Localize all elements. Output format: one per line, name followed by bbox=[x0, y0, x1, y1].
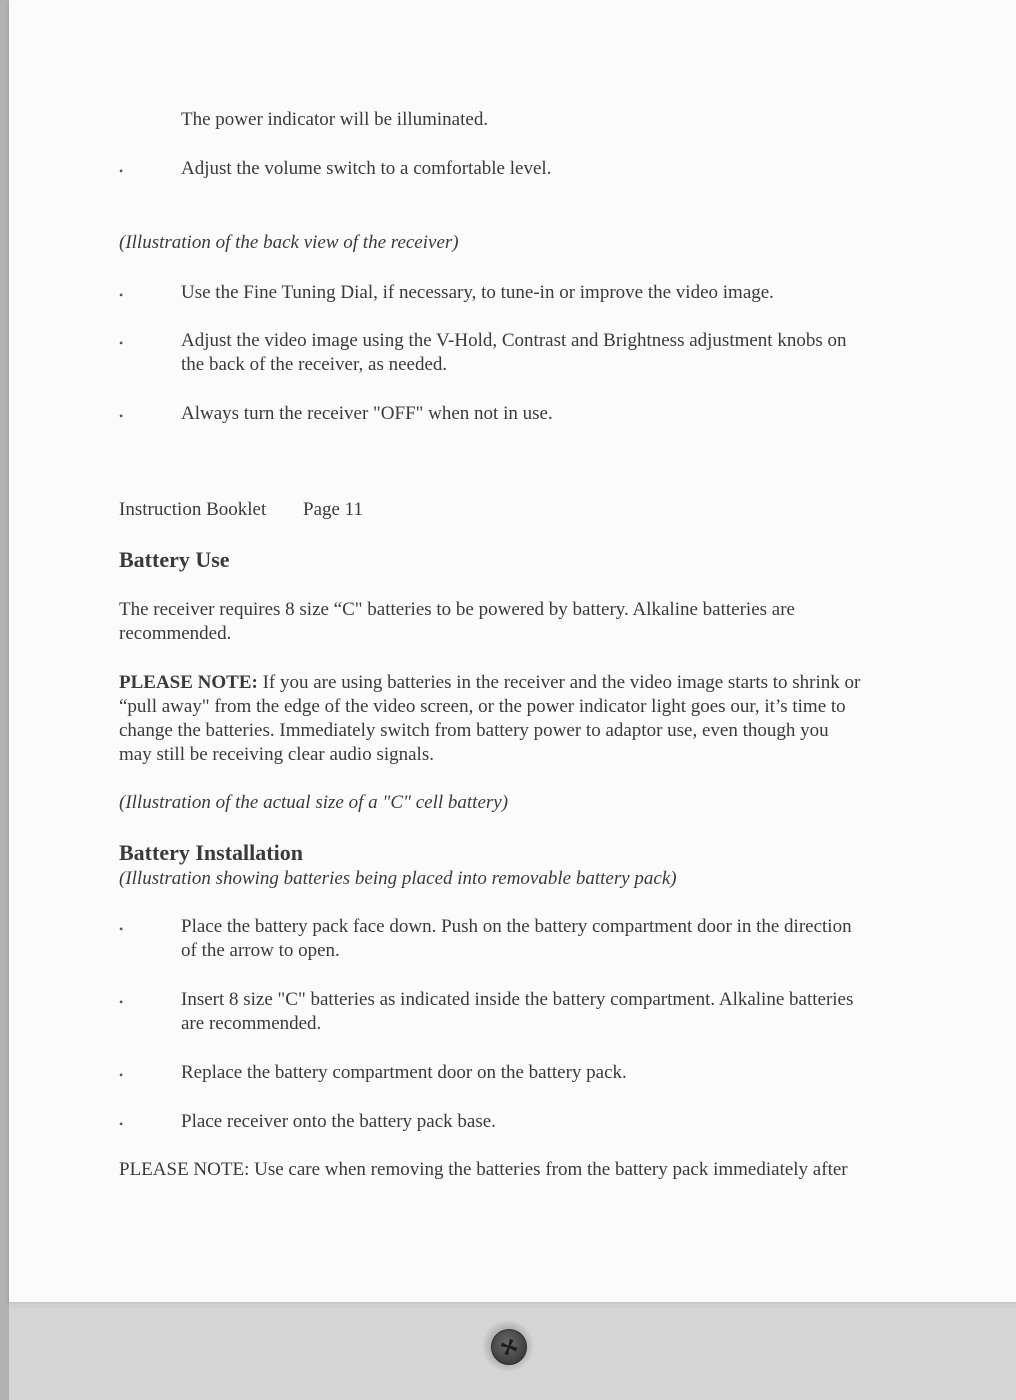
please-note-line1 bbox=[119, 671, 860, 695]
bullet-icon: • bbox=[119, 164, 124, 178]
turn-off-bullet-text: Always turn the receiver "OFF" when not in use. bbox=[181, 403, 553, 424]
illustration-caption-back-view: (Illustration of the back view of the receiver) bbox=[119, 232, 459, 253]
final-please-note: PLEASE NOTE: Use care when removing the batteries from the battery pack immediately after bbox=[119, 1159, 848, 1180]
document-page bbox=[9, 0, 1016, 1302]
booklet-title: Instruction Booklet bbox=[119, 499, 267, 520]
bullet-icon: • bbox=[119, 1117, 124, 1131]
install-step1-line2: of the arrow to open. bbox=[181, 940, 340, 961]
install-step2-line2: are recommended. bbox=[181, 1013, 322, 1034]
power-indicator-text: The power indicator will be illuminated. bbox=[181, 109, 489, 130]
install-step4-text: Place receiver onto the battery pack base. bbox=[181, 1111, 496, 1132]
please-note-line2: “pull away" from the edge of the video screen, or the power indicator light goes our, it’s time to bbox=[119, 696, 846, 717]
screw-head bbox=[491, 1329, 527, 1365]
page-number: Page 11 bbox=[303, 499, 363, 520]
install-step1-line1: Place the battery pack face down. Push on the battery compartment door in the direction bbox=[181, 916, 852, 937]
bullet-icon: • bbox=[119, 1068, 124, 1082]
scanner-left-edge bbox=[0, 0, 9, 1400]
adjust-video-bullet-line1: Adjust the video image using the V-Hold, Contrast and Brightness adjustment knobs on bbox=[181, 330, 847, 351]
screw-icon bbox=[482, 1320, 534, 1372]
bullet-icon: • bbox=[119, 288, 124, 302]
bullet-icon: • bbox=[119, 922, 124, 936]
battery-use-heading: Battery Use bbox=[119, 547, 230, 572]
phillips-cross-icon bbox=[497, 1335, 521, 1359]
battery-use-para-line2: recommended. bbox=[119, 623, 232, 644]
battery-installation-heading: Battery Installation bbox=[119, 840, 303, 865]
page-bottom-edge bbox=[9, 1302, 1016, 1306]
adjust-video-bullet-line2: the back of the receiver, as needed. bbox=[181, 354, 448, 375]
please-note-line1-text: If you are using batteries in the receiver and the video image starts to shrink or bbox=[257, 672, 861, 693]
install-step3-text: Replace the battery compartment door on the battery pack. bbox=[181, 1062, 627, 1083]
illustration-caption-c-cell: (Illustration of the actual size of a "C" cell battery) bbox=[119, 792, 509, 813]
battery-use-para-line1: The receiver requires 8 size “C" batteries to be powered by battery. Alkaline batteries are bbox=[119, 599, 795, 620]
please-note-label: PLEASE NOTE: bbox=[119, 672, 258, 693]
illustration-caption-battery-pack: (Illustration showing batteries being placed into removable battery pack) bbox=[119, 868, 677, 889]
fine-tuning-bullet-text: Use the Fine Tuning Dial, if necessary, to tune-in or improve the video image. bbox=[181, 282, 774, 303]
bullet-icon: • bbox=[119, 409, 124, 423]
please-note-line3: change the batteries. Immediately switch from battery power to adaptor use, even though you bbox=[119, 720, 829, 741]
bullet-icon: • bbox=[119, 336, 124, 350]
volume-bullet-text: Adjust the volume switch to a comfortable level. bbox=[181, 158, 552, 179]
bullet-icon: • bbox=[119, 995, 124, 1009]
install-step2-line1: Insert 8 size "C" batteries as indicated inside the battery compartment. Alkaline batteries bbox=[181, 989, 854, 1010]
please-note-line4: may still be receiving clear audio signals. bbox=[119, 744, 434, 765]
